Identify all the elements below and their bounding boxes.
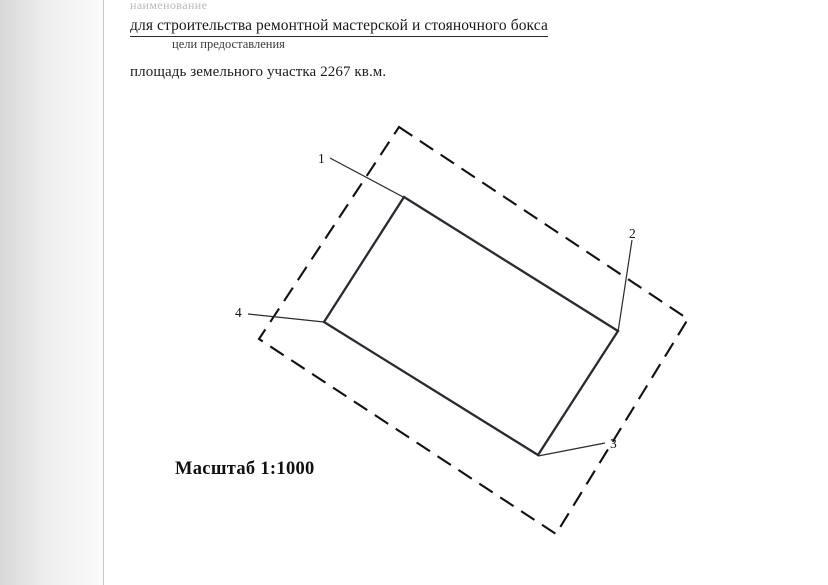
leader-line-4: [248, 314, 324, 322]
cropped-header-text: наименование: [130, 0, 208, 12]
point-label-4: 4: [235, 305, 242, 320]
point-label-3: 3: [610, 436, 617, 451]
scale-label: Масштаб 1:1000: [175, 459, 315, 479]
building-outline-solid: [324, 197, 618, 455]
leader-line-1: [330, 158, 405, 198]
purpose-line: для строительства ремонтной мастерской и стояночного бокса: [130, 17, 548, 37]
leader-line-3: [538, 443, 605, 456]
purpose-caption: цели предоставления: [172, 37, 285, 51]
point-label-2: 2: [629, 226, 636, 241]
parcel-boundary-dashed: [259, 127, 688, 534]
point-label-1: 1: [318, 151, 325, 166]
leader-line-2: [618, 240, 632, 332]
area-line: площадь земельного участка 2267 кв.м.: [130, 64, 387, 80]
